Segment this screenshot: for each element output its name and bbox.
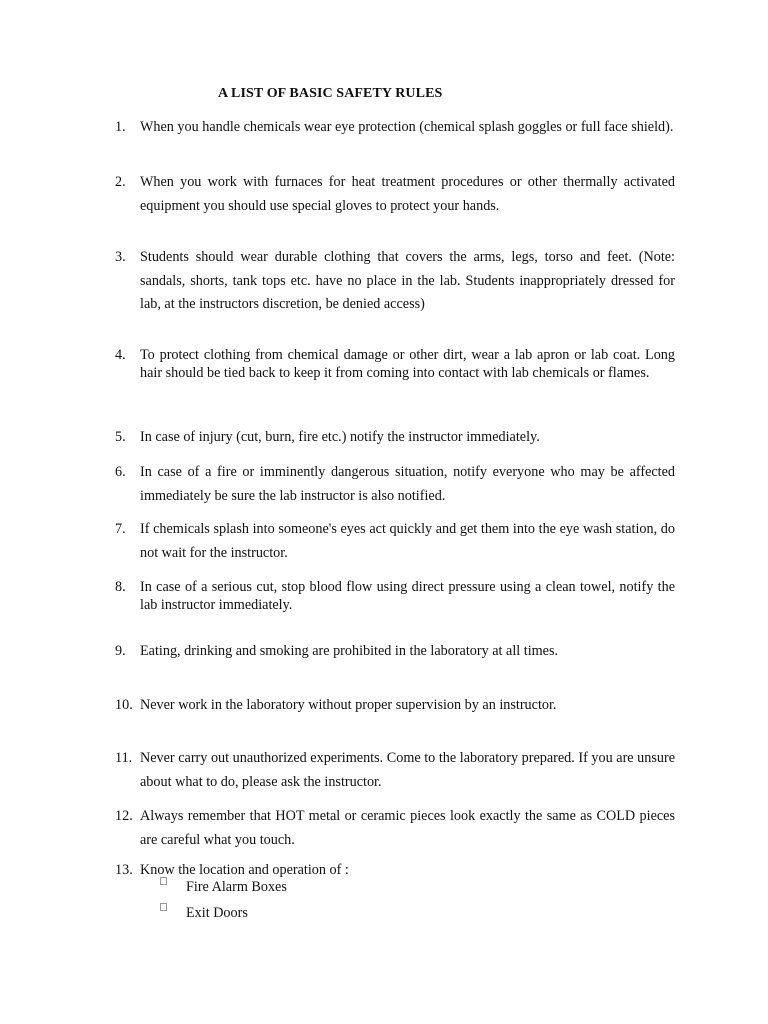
rule-number: 12. [115, 808, 133, 824]
page-title: A LIST OF BASIC SAFETY RULES [218, 86, 443, 101]
rule-text: Eating, drinking and smoking are prohibited in the laboratory at all times. [140, 643, 559, 659]
rule-item-6 [115, 461, 675, 508]
rule-item-2 [115, 171, 675, 218]
rule-text: In case of a fire or imminently dangerous situation, notify everyone who may be affected immediately be sure the lab instructor is also notified. [140, 464, 675, 504]
rule-item-1 [115, 116, 675, 140]
rule-text: Never carry out unauthorized experiments. Come to the laboratory prepared. If you are unsure about what to do, please ask the instructor. [140, 750, 675, 790]
rule-number: 13. [115, 862, 133, 878]
rule-item-8 [115, 578, 675, 614]
rule-item-7 [115, 518, 675, 565]
rule-number: 1. [115, 119, 126, 135]
rule-text: If chemicals splash into someone's eyes act quickly and get them into the eye wash station, do not wait for the instructor. [140, 521, 675, 561]
rule-text: To protect clothing from chemical damage or other dirt, wear a lab apron or lab coat. Long hair should be tied back to keep it from coming into contact with lab chemicals or flames. [140, 347, 675, 381]
rule-number: 10. [115, 697, 133, 713]
rule-item-12 [115, 805, 675, 852]
rule-number: 11. [115, 750, 133, 766]
rule-item-4 [115, 346, 675, 382]
rule-item-9 [115, 642, 675, 660]
rule-item-5 [115, 428, 675, 446]
rule-number: 5. [115, 429, 126, 445]
rule-text: Always remember that HOT metal or ceramic pieces look exactly the same as COLD pieces are careful what you touch. [140, 808, 675, 848]
rule-text: Students should wear durable clothing that covers the arms, legs, torso and feet. (Note: sandals, shorts, tank tops etc. have no place in the lab. Students inappropriately dressed for lab, at the instructors discretion, be denied access) [140, 249, 675, 312]
rule-number: 4. [115, 347, 126, 363]
rule-number: 8. [115, 579, 126, 595]
bullet-square-icon [160, 903, 167, 911]
rule-number: 3. [115, 249, 126, 265]
rule-text: When you work with furnaces for heat treatment procedures or other thermally activated equipment you should use special gloves to protect your hands. [140, 174, 675, 214]
rule-text: In case of injury (cut, burn, fire etc.) notify the instructor immediately. [140, 429, 540, 445]
rule-item-10 [115, 696, 675, 714]
rule-item-11 [115, 747, 675, 794]
bullet-label: Exit Doors [186, 905, 248, 921]
rule-text: Know the location and operation of : [140, 862, 349, 878]
rule-number: 9. [115, 643, 126, 659]
rule-item-3 [115, 246, 675, 317]
rule-text: In case of a serious cut, stop blood flow using direct pressure using a clean towel, notify the lab instructor immediately. [140, 579, 675, 613]
rule-text: Never work in the laboratory without proper supervision by an instructor. [140, 697, 557, 713]
bullet-label: Fire Alarm Boxes [186, 879, 287, 895]
rule-text: When you handle chemicals wear eye protection (chemical splash goggles or full face shield). [140, 119, 674, 135]
rule-number: 2. [115, 174, 126, 190]
rule-number: 6. [115, 464, 126, 480]
bullet-square-icon [160, 877, 167, 885]
rule-number: 7. [115, 521, 126, 537]
rule-item-13 [115, 861, 675, 879]
